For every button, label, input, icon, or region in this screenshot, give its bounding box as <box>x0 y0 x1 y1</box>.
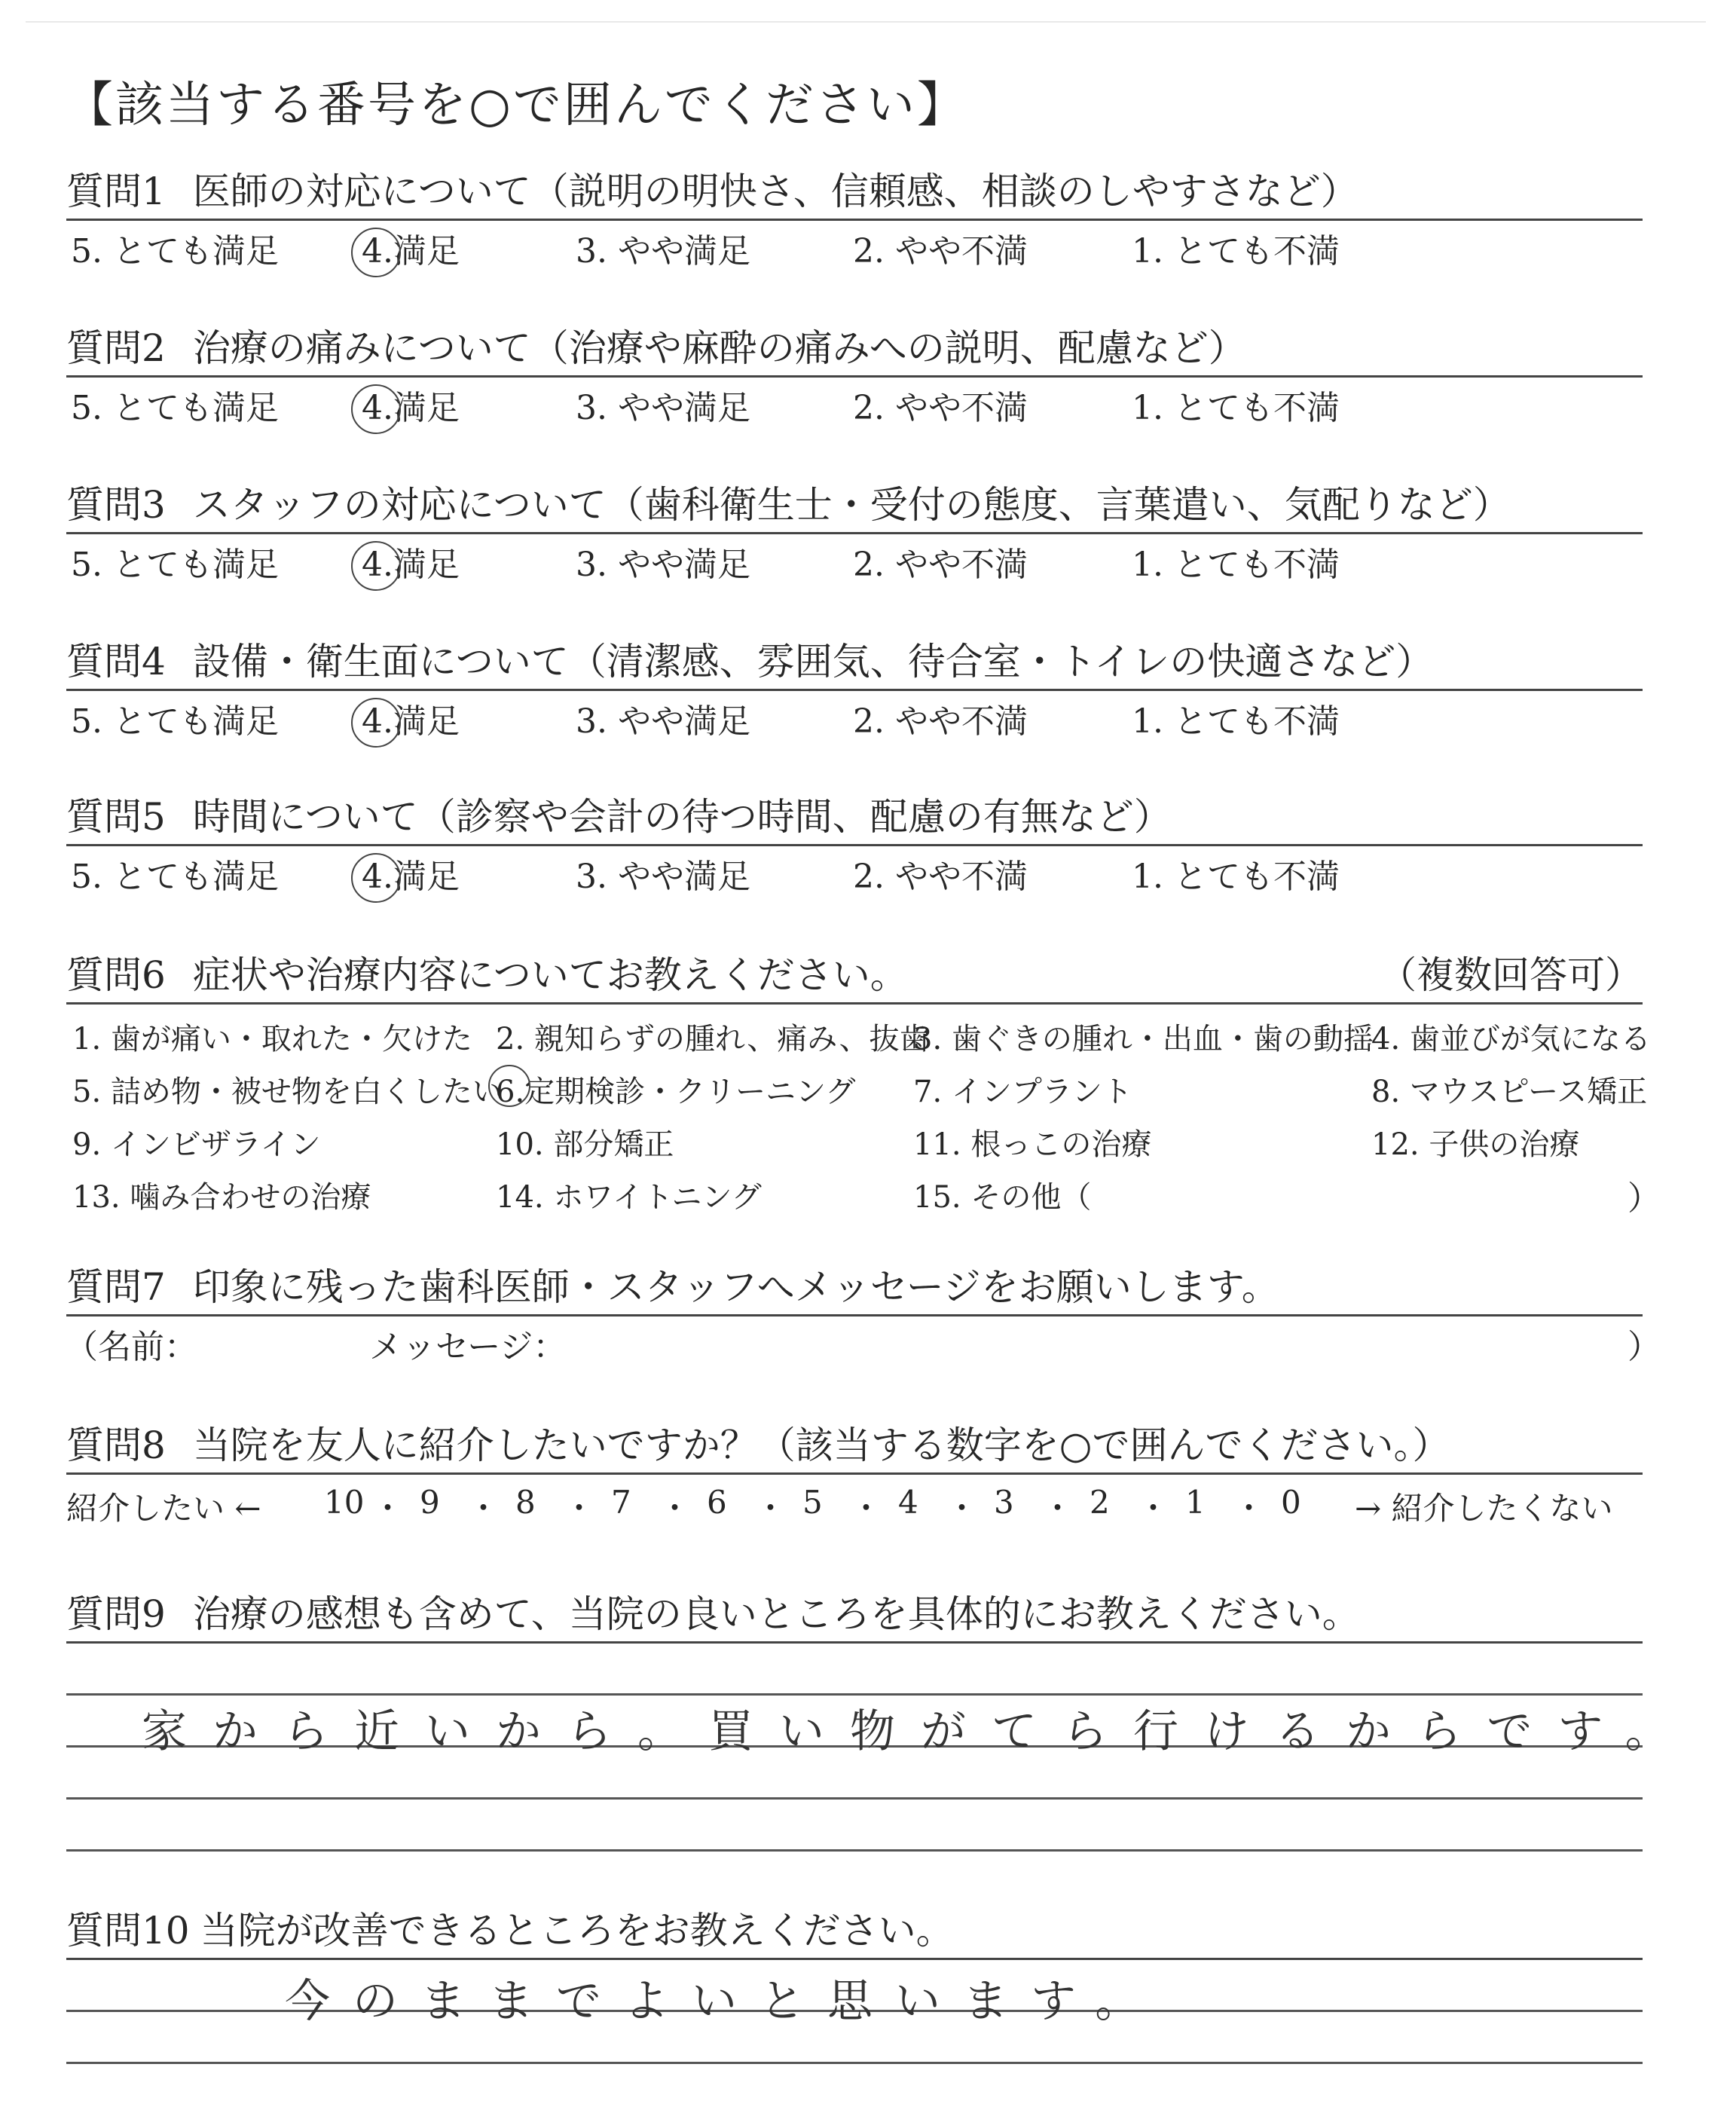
rating-option[interactable]: 1. とても不満 <box>1132 232 1340 271</box>
question-number: 質問3 <box>66 483 166 527</box>
question-number: 質問9 <box>66 1592 166 1636</box>
symptom-option[interactable]: 5. 詰め物・被せ物を白くしたい <box>72 1075 503 1109</box>
message-fields <box>65 1316 1661 1366</box>
scale-separator: ・ <box>754 1490 787 1527</box>
rating-options <box>66 378 1643 426</box>
symptom-option[interactable]: 11. 根っこの治療 <box>913 1127 1152 1162</box>
scale-value[interactable]: 2 <box>1090 1484 1110 1521</box>
rating-option[interactable]: 2. やや不満 <box>853 702 1028 741</box>
selection-circle <box>488 1065 530 1107</box>
question-rule <box>66 1002 1643 1005</box>
rating-options <box>66 221 1643 269</box>
symptom-option[interactable]: 9. インビザライン <box>72 1127 321 1162</box>
question-number: 質問5 <box>66 795 166 839</box>
rating-option[interactable]: 2. やや不満 <box>853 389 1028 427</box>
scale-value[interactable]: 0 <box>1281 1484 1301 1521</box>
scale-value[interactable]: 4 <box>898 1484 918 1521</box>
scale-separator: ・ <box>1233 1490 1265 1527</box>
question-10 <box>66 1907 1643 2064</box>
message-label: メッセージ： <box>369 1328 567 1366</box>
scale-value[interactable]: 3 <box>994 1484 1014 1521</box>
question-text: 時間について（診察や会計の待つ時間、配慮の有無など） <box>192 795 1172 839</box>
question-text: 印象に残った歯科医師・スタッフへメッセージをお願いします。 <box>192 1265 1279 1309</box>
rating-option[interactable]: 1. とても不満 <box>1132 858 1340 896</box>
rating-option[interactable]: 4.満足 <box>362 389 460 427</box>
question-9-title <box>66 1590 1643 1638</box>
question-5-title <box>66 793 1643 841</box>
question-text: 当院を友人に紹介したいですか？（該当する数字を○で囲んでください。） <box>192 1423 1450 1467</box>
scale-separator: ・ <box>946 1490 978 1527</box>
scale-separator: ・ <box>1041 1490 1074 1527</box>
question-text: スタッフの対応について（歯科衛生士・受付の態度、言葉遣い、気配りなど） <box>192 483 1511 527</box>
rating-option[interactable]: 4.満足 <box>362 702 460 741</box>
question-7-title <box>66 1263 1643 1311</box>
rating-option[interactable]: 4.満足 <box>362 546 460 584</box>
question-6 <box>66 951 1661 1229</box>
symptom-options <box>66 1011 1651 1229</box>
scale-value[interactable]: 10 <box>324 1484 365 1521</box>
multiple-answer-note: （複数回答可） <box>1379 953 1643 997</box>
rating-option[interactable]: 5. とても満足 <box>71 702 279 741</box>
symptom-option[interactable]: 13. 噛み合わせの治療 <box>72 1180 371 1215</box>
selection-circle <box>351 853 401 903</box>
writing-line <box>66 1849 1643 1852</box>
question-number: 質問2 <box>66 326 166 370</box>
question-3-title <box>66 481 1643 529</box>
question-number: 質問1 <box>66 170 166 213</box>
question-9 <box>66 1590 1696 1852</box>
symptom-option[interactable]: 10. 部分矯正 <box>496 1127 674 1162</box>
rating-options <box>66 691 1643 739</box>
question-text: 治療の痛みについて（治療や麻酔の痛みへの説明、配慮など） <box>192 326 1246 370</box>
question-text: 設備・衛生面について（清潔感、雰囲気、待合室・トイレの快適さなど） <box>192 640 1434 683</box>
question-5 <box>66 793 1643 894</box>
question-rule <box>66 1641 1643 1644</box>
symptom-option[interactable]: 15. その他（ <box>913 1180 1092 1215</box>
question-text: 治療の感想も含めて、当院の良いところを具体的にお教えください。 <box>192 1592 1360 1636</box>
rating-options <box>66 534 1643 583</box>
other-close-paren: ） <box>1628 1179 1661 1218</box>
question-1 <box>66 167 1643 269</box>
symptom-option[interactable]: 3. 歯ぐきの腫れ・出血・歯の動揺 <box>913 1022 1374 1057</box>
symptom-option[interactable]: 2. 親知らずの腫れ、痛み、抜歯 <box>496 1022 930 1057</box>
selection-circle <box>351 384 401 434</box>
message-close-paren: ） <box>1628 1328 1661 1366</box>
rating-option[interactable]: 2. やや不満 <box>853 546 1028 584</box>
question-number: 質問10 <box>66 1909 190 1953</box>
scale-separator: ・ <box>371 1490 404 1527</box>
rating-option[interactable]: 4.満足 <box>362 232 460 271</box>
referral-scale <box>66 1479 1643 1532</box>
symptom-option[interactable]: 12. 子供の治療 <box>1371 1127 1580 1162</box>
scale-separator: ・ <box>467 1490 500 1527</box>
symptom-option[interactable]: 7. インプラント <box>913 1075 1132 1109</box>
symptom-option[interactable]: 1. 歯が痛い・取れた・欠けた <box>72 1022 472 1057</box>
symptom-option[interactable]: 14. ホワイトニング <box>496 1180 762 1215</box>
page-heading: 【該当する番号を○で囲んでください】 <box>65 78 967 133</box>
question-2-title <box>66 324 1643 372</box>
scale-value[interactable]: 7 <box>611 1484 631 1521</box>
rating-option[interactable]: 1. とても不満 <box>1132 702 1340 741</box>
name-label: （名前： <box>65 1328 197 1366</box>
scale-value[interactable]: 6 <box>707 1484 727 1521</box>
rating-option[interactable]: 3. やや満足 <box>576 232 750 271</box>
rating-option[interactable]: 3. やや満足 <box>576 702 750 741</box>
question-4-title <box>66 638 1643 686</box>
rating-option[interactable]: 1. とても不満 <box>1132 389 1340 427</box>
scale-value[interactable]: 5 <box>802 1484 823 1521</box>
handwritten-answer-10: 今のままでよいと思います。 <box>285 1975 1163 2028</box>
question-3 <box>66 481 1643 583</box>
question-number: 質問8 <box>66 1423 166 1467</box>
rating-option[interactable]: 3. やや満足 <box>576 546 750 584</box>
question-6-title <box>66 951 1643 999</box>
rating-option[interactable]: 4.満足 <box>362 858 460 896</box>
rating-options <box>66 846 1643 894</box>
question-10-title <box>66 1907 1643 1955</box>
scale-value[interactable]: 8 <box>515 1484 536 1521</box>
rating-option[interactable]: 5. とても満足 <box>71 232 279 271</box>
rating-option[interactable]: 1. とても不満 <box>1132 546 1340 584</box>
question-text: 当院が改善できるところをお教えください。 <box>200 1909 954 1953</box>
question-7 <box>65 1263 1661 1366</box>
question-number: 質問7 <box>66 1265 166 1309</box>
rating-option[interactable]: 5. とても満足 <box>71 858 279 896</box>
scale-separator: ・ <box>850 1490 882 1527</box>
question-text: 症状や治療内容についてお教えください。 <box>192 953 908 997</box>
rating-option[interactable]: 5. とても満足 <box>71 389 279 427</box>
symptom-option[interactable]: 4. 歯並びが気になる <box>1371 1022 1651 1057</box>
selection-circle <box>351 541 401 591</box>
handwritten-answer-9: 家から近いから。買い物がてら行けるからです。 <box>142 1705 1696 1758</box>
question-8-title <box>66 1421 1643 1469</box>
writing-line <box>66 2062 1643 2064</box>
scale-separator: ・ <box>1137 1490 1169 1527</box>
top-border <box>26 21 1706 23</box>
question-1-title <box>66 167 1643 216</box>
writing-line <box>66 1797 1643 1800</box>
scale-separator: ・ <box>563 1490 595 1527</box>
scale-value[interactable]: 1 <box>1185 1484 1206 1521</box>
question-8 <box>66 1421 1643 1532</box>
rating-option[interactable]: 5. とても満足 <box>71 546 279 584</box>
question-number: 質問6 <box>66 953 166 997</box>
rating-option[interactable]: 3. やや満足 <box>576 858 750 896</box>
scale-right-label: → 紹介したくない <box>1355 1490 1613 1527</box>
question-number: 質問4 <box>66 640 166 683</box>
scale-separator: ・ <box>659 1490 691 1527</box>
scale-value[interactable]: 9 <box>420 1484 440 1521</box>
scale-left-label: 紹介したい ← <box>66 1490 261 1527</box>
selection-circle <box>351 698 401 748</box>
selection-circle <box>351 228 401 277</box>
question-text: 医師の対応について（説明の明快さ、信頼感、相談のしやすさなど） <box>192 170 1359 213</box>
question-rule <box>66 1958 1643 1960</box>
rating-option[interactable]: 3. やや満足 <box>576 389 750 427</box>
question-2 <box>66 324 1643 426</box>
question-4 <box>66 638 1643 739</box>
symptom-option[interactable]: 6.定期検診・クリーニング <box>496 1068 855 1111</box>
question-rule <box>66 1472 1643 1475</box>
symptom-option[interactable]: 8. マウスピース矯正 <box>1371 1075 1648 1109</box>
rating-option[interactable]: 2. やや不満 <box>853 858 1028 896</box>
rating-option[interactable]: 2. やや不満 <box>853 232 1028 271</box>
